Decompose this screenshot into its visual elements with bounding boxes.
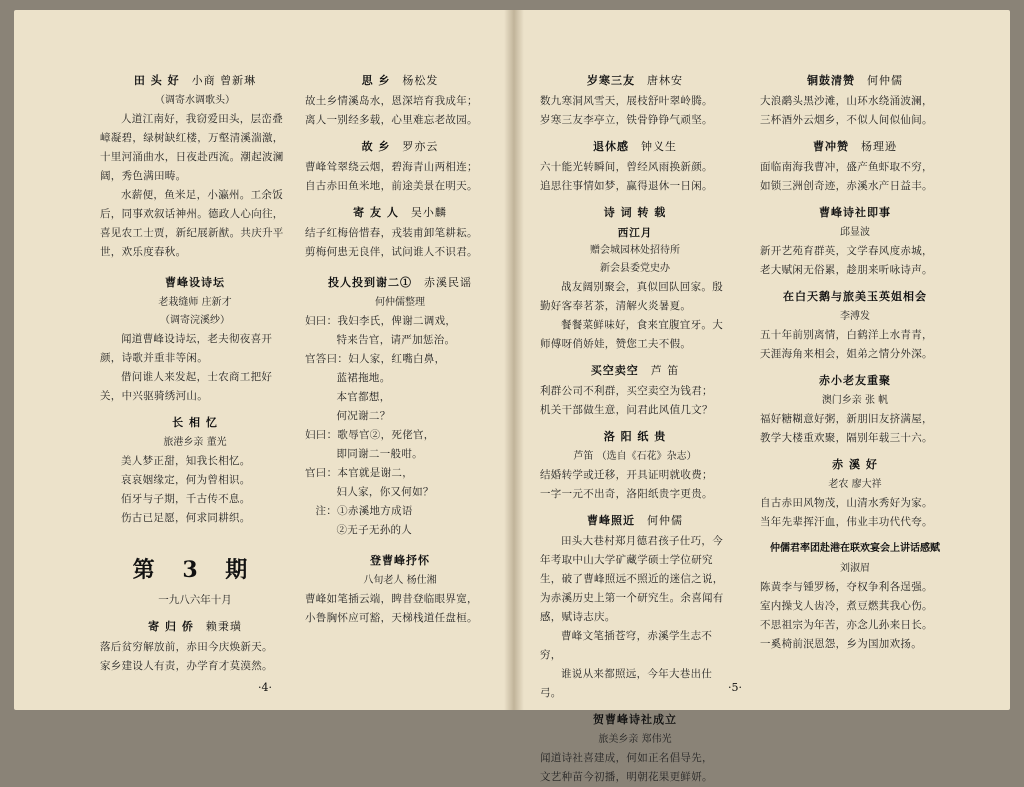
poem-line: 天涯海角来相会，姐弟之情分外深。 bbox=[760, 348, 933, 360]
poem-line: 六十能光转瞬间，曾经风雨换新颜。 bbox=[540, 161, 713, 173]
poem-note: ②无子无孙的人 bbox=[336, 524, 413, 536]
poem-preface: 田头大巷村郑月德君孩子仕巧，今年考取中山大学矿藏学硕士学位研究生，破了曹峰照远不照近的迷信之说，为赤溪历史上第一个研究生。余喜闻有感，赋诗志庆。 bbox=[540, 535, 724, 623]
poem-body: 水薪便，鱼米足，小瀛州。工余饭后，同事欢叙话神州。德政人心向往，喜见农工士贾，新纪展新猷。共庆升平世，欢乐度春秋。 bbox=[100, 189, 284, 258]
poem-line: 一奚椅前泯恩怨，乡为国加欢扬。 bbox=[760, 638, 922, 650]
poem-tune: （调寄水调歌头） bbox=[155, 95, 235, 106]
poem-compiler: 何仲儒整理 bbox=[375, 297, 425, 308]
poem-line: 如锁三洲创奇迹，赤溪水产日益丰。 bbox=[760, 180, 933, 192]
poem-title: 长 相 忆 bbox=[172, 416, 218, 429]
poem-title: 曹峰诗社即事 bbox=[819, 206, 891, 219]
poem-line: 自古赤田鱼米地，前途美景在明天。 bbox=[305, 180, 478, 192]
poem-author: 刘淑眉 bbox=[840, 563, 870, 574]
poem-subtitle: 赠会城园林处招待所 bbox=[590, 245, 680, 256]
poem-line: 哀哀姻缘定，何为曾相识。 bbox=[121, 474, 251, 486]
poem-line: 机关干部做生意，问君此风值几文？ bbox=[540, 404, 713, 416]
poem-line: 闻道诗社喜建成，何如正名倡导先， bbox=[540, 752, 713, 764]
poem-line: 本官都想， bbox=[336, 391, 391, 403]
poem-line: 小鲁胸怀应可豁，天梯栈道任盘桓。 bbox=[305, 612, 478, 624]
poem-line: 面临南海我曹冲，盛产鱼虾取不穷， bbox=[760, 161, 933, 173]
right-column-1 bbox=[540, 70, 730, 787]
poem-line: 陈黄李与锺罗杨，夺权争利各逞强。 bbox=[760, 581, 933, 593]
poem-line: 妇曰：我妇李氏，俾谢二调戏， bbox=[305, 315, 457, 327]
poem-line: 福好糖糊意好粥，新朋旧友挤满屋， bbox=[760, 413, 933, 425]
left-column-1 bbox=[100, 70, 290, 676]
poem-line: 老大赋闲无俗累，趁朋来听咏诗声。 bbox=[760, 264, 933, 276]
poem-line: 家乡建设人有责，办学育才莫漠然。 bbox=[100, 660, 273, 672]
poem-line: 曹峰如笔插云端，睥昔登临眼界宽， bbox=[305, 593, 478, 605]
poem-title: 曹冲赞 杨理逊 bbox=[813, 140, 897, 153]
issue-date: 一九八六年十月 bbox=[158, 594, 232, 606]
poem-title: 西江月 bbox=[617, 227, 653, 239]
poem-title: 寄 友 人 吴小麟 bbox=[353, 206, 447, 219]
poem-line: 美人梦正甜，知我长相忆。 bbox=[121, 455, 251, 467]
poem-line: 五十年前别离情，白鹤洋上水青青， bbox=[760, 329, 933, 341]
poem-title: 赤 溪 好 bbox=[832, 458, 878, 471]
poem-line: 教学大楼重欢聚，隔别年载三十六。 bbox=[760, 432, 933, 444]
poem-line: 大浪鹬头黑沙滩，山环水绕涌波澜， bbox=[760, 95, 933, 107]
poem-line: 一字一元不出奇，洛阳纸贵字更贵。 bbox=[540, 488, 713, 500]
poem-title: 赤小老友重聚 bbox=[819, 374, 891, 387]
poem-line: 室内操戈人齿冷，煮豆燃萁我心伤。 bbox=[760, 600, 933, 612]
section-heading: 诗 词 转 载 bbox=[603, 206, 667, 219]
poem-line: 文艺种苗今初播，明朝花果更鲜妍。 bbox=[540, 771, 713, 783]
poem-line: 官曰：本官就是谢二， bbox=[305, 467, 413, 479]
poem-author: 芦笛 （选自《石花》杂志） bbox=[573, 451, 697, 462]
poem-body: 战友阔别聚会，真似回队回家。殷勤好客奉茗茶，清解火炎暑夏。 bbox=[540, 281, 723, 312]
left-column-2 bbox=[305, 70, 495, 628]
poem-title: 思 乡 杨松发 bbox=[361, 74, 439, 87]
poem-body: 借问谁人来发起，士农商工把好关，中兴驱骑绣河山。 bbox=[100, 371, 273, 402]
poem-line: 利群公司不利群，买空卖空为钱君； bbox=[540, 385, 713, 397]
poem-line: 谁说从来都照远，今年大巷出仕弓。 bbox=[540, 668, 713, 699]
poem-line: 佰牙与子期，千古传不息。 bbox=[121, 493, 251, 505]
poem-title: 登曹峰抒怀 bbox=[370, 554, 430, 567]
poem-author: 老栽缝师 庄新才 bbox=[158, 297, 232, 308]
poem-line: 新开艺苑育群英，文学春风度赤城， bbox=[760, 245, 933, 257]
poem-line: 特来告官，请严加惩治。 bbox=[336, 334, 456, 346]
poem-line: 数九寒洞风雪天，展枝舒叶翠岭腾。 bbox=[540, 95, 713, 107]
poem-line: 蓝裙拖地。 bbox=[336, 372, 391, 384]
poem-line: 三杯酒外云烟乡，不似人间似仙间。 bbox=[760, 114, 933, 126]
poem-title: 仲儒君率团赴港在联欢宴会上讲话感赋 bbox=[770, 543, 940, 554]
poem-title: 铜鼓清赞 何仲儒 bbox=[807, 74, 903, 87]
poem-line: 妇曰：歌辱官②，死佬官， bbox=[305, 429, 435, 441]
poem-line: 曹峰文笔插苍穹，赤溪学生志不穷， bbox=[540, 630, 713, 661]
page-number-right: ·5· bbox=[728, 681, 742, 694]
poem-line: 伤古已足愿，何求同耕织。 bbox=[121, 512, 251, 524]
poem-line: 当年先辈挥汗血，伟业丰功代代夸。 bbox=[760, 516, 933, 528]
poem-line: 自古赤田风物茂，山清水秀好为家。 bbox=[760, 497, 933, 509]
issue-heading: 第 3 期 bbox=[132, 557, 258, 583]
poem-line: 结子红梅倍惜春，戎装甫卸笔耕耘。 bbox=[305, 227, 478, 239]
poem-line: 何况谢二？ bbox=[336, 410, 391, 422]
poem-title: 曹峰设诗坛 bbox=[165, 276, 225, 289]
poem-author: 旅美乡亲 郑伟光 bbox=[598, 734, 672, 745]
poem-line: 官答曰：妇人家，红嘴白鼻， bbox=[305, 353, 446, 365]
poem-title: 洛 阳 纸 贵 bbox=[603, 430, 667, 443]
poem-line: 不思祖宗为年苦，亦念儿孙来日长。 bbox=[760, 619, 933, 631]
poem-line: 岁寒三友李亭立，铁骨铮铮气顽坚。 bbox=[540, 114, 713, 126]
poem-author: 澳门乡亲 张 帆 bbox=[821, 395, 889, 406]
poem-note: 注：①赤溪地方成语 bbox=[315, 505, 413, 517]
poem-line: 妇人家，你又何如？ bbox=[336, 486, 434, 498]
poem-line: 落后贫穷解放前，赤田今庆焕新天。 bbox=[100, 641, 273, 653]
poem-body: 餐餐菜鲜味好，食来宜腹宜牙。大师傅呀俏娇娃，赞您工夫不假。 bbox=[540, 319, 723, 350]
page-number-left: ·4· bbox=[258, 681, 272, 694]
poem-author: 李溥发 bbox=[840, 311, 870, 322]
poem-title: 在白天鹅与旅美玉英姐相会 bbox=[783, 290, 927, 303]
poem-title: 贺曹峰诗社成立 bbox=[593, 713, 677, 726]
poem-author: 新会县委党史办 bbox=[600, 263, 670, 274]
right-column-2 bbox=[760, 70, 950, 654]
poem-body: 闻道曹峰设诗坛，老夫彻夜喜开颜，诗歌并重非等闲。 bbox=[100, 333, 273, 364]
poem-title: 田 头 好 小商 曾新琳 bbox=[133, 74, 257, 87]
poem-line: 即同谢二一般咁。 bbox=[336, 448, 423, 460]
poem-tune: （调寄浣溪纱） bbox=[160, 315, 230, 326]
poem-line: 离人一别经多载，心里难忘老故园。 bbox=[305, 114, 478, 126]
poem-title: 投人投到谢二① 赤溪民谣 bbox=[328, 276, 472, 289]
poem-title: 买空卖空 芦 笛 bbox=[590, 364, 680, 377]
poem-author: 邱显波 bbox=[840, 227, 870, 238]
poem-author: 老农 廖大祥 bbox=[828, 479, 882, 490]
book-gutter bbox=[504, 10, 524, 710]
poem-line: 曹峰耸翠绕云烟，碧海青山两相连； bbox=[305, 161, 478, 173]
poem-title: 寄 归 侨 赖秉璜 bbox=[148, 620, 242, 633]
poem-title: 退休感 钟义生 bbox=[593, 140, 677, 153]
poem-title: 岁寒三友 唐林安 bbox=[587, 74, 683, 87]
poem-line: 故土乡情溪岛水，恩深培育我成年； bbox=[305, 95, 478, 107]
poem-title: 故 乡 罗亦云 bbox=[361, 140, 439, 153]
poem-line: 剪梅何患无良伴，试问谁人不识君。 bbox=[305, 246, 478, 258]
poem-line: 追思往事情如梦，赢得退休一日闲。 bbox=[540, 180, 713, 192]
poem-title: 曹峰照近 何仲儒 bbox=[587, 514, 683, 527]
poem-body: 人道江南好，我窃爱田头，层峦叠嶂凝碧，绿树缺红楼，万壑清溪湍激，十里河涌曲水，日夜赴西流。潮起波澜阔，秀色满田畴。 bbox=[100, 113, 284, 182]
poem-line: 结婚转学或迁移，开具证明就收费； bbox=[540, 469, 713, 481]
poem-author: 旅港乡亲 董光 bbox=[163, 437, 227, 448]
poem-author: 八旬老人 杨仕湘 bbox=[363, 575, 437, 586]
